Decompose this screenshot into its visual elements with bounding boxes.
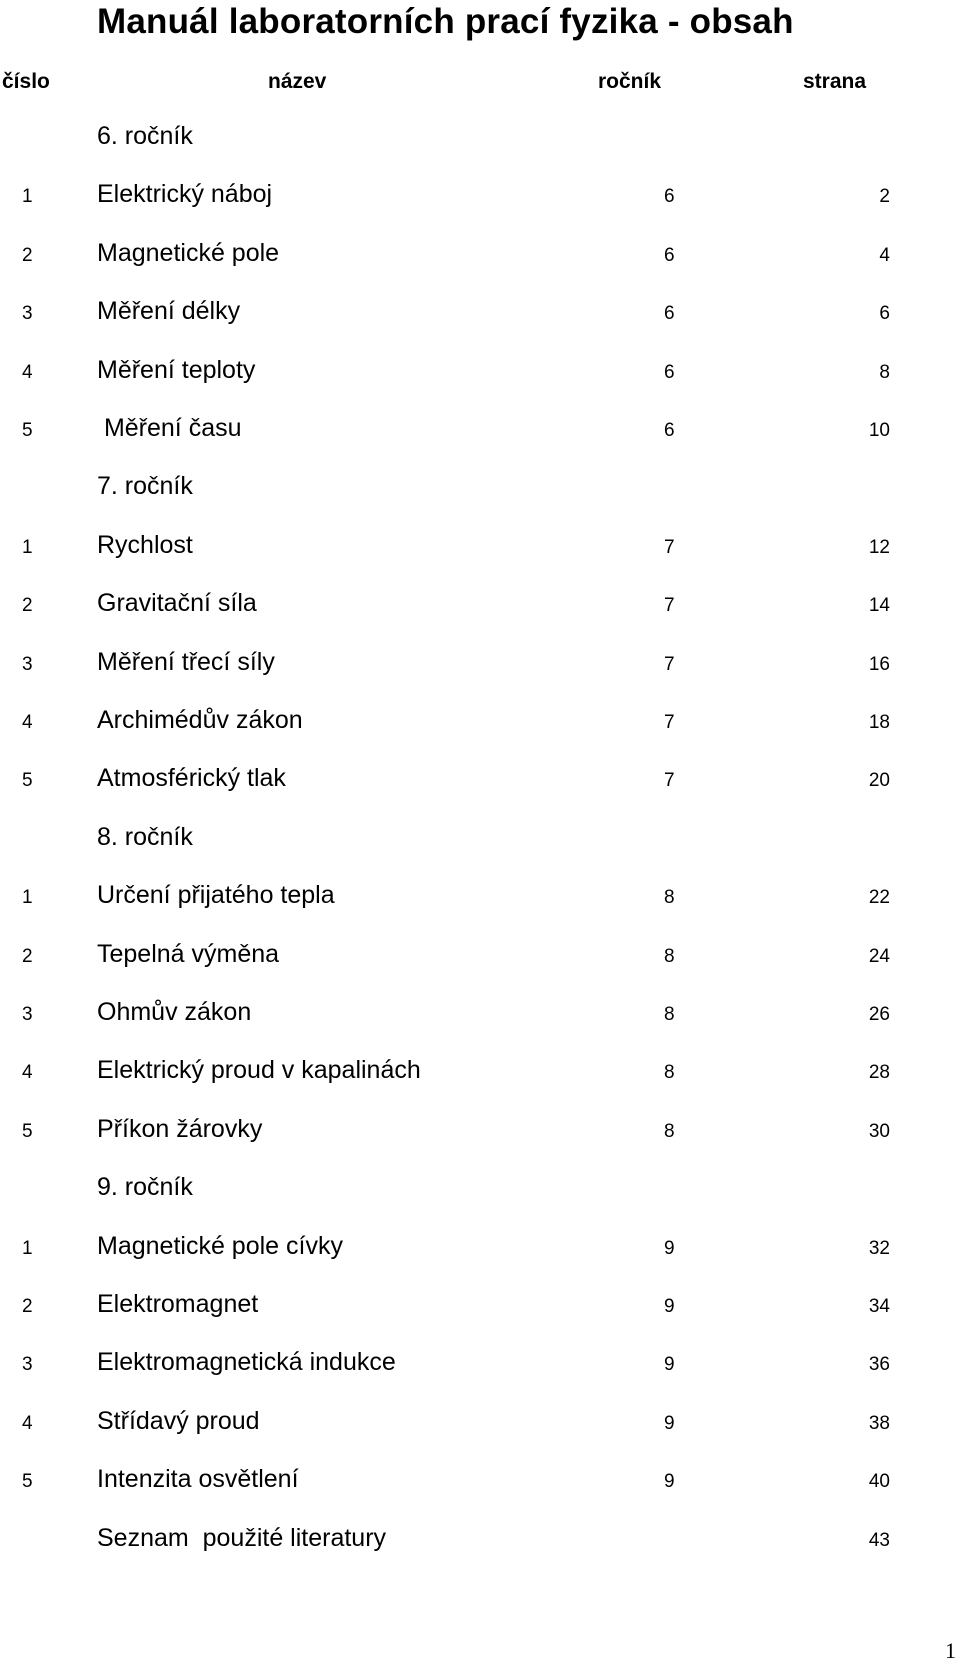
item-name: Měření teploty xyxy=(97,355,256,384)
item-number: 3 xyxy=(22,1354,33,1376)
item-page: 20 xyxy=(868,770,890,792)
table-row xyxy=(0,760,960,800)
item-grade: 7 xyxy=(664,653,675,675)
item-page: 18 xyxy=(868,712,890,733)
bibliography-row xyxy=(0,1520,960,1560)
item-number: 5 xyxy=(22,1120,33,1142)
table-row xyxy=(0,410,960,450)
item-name: Měření délky xyxy=(97,297,241,326)
item-grade: 7 xyxy=(664,712,675,733)
item-number: 4 xyxy=(22,712,33,733)
item-page: 34 xyxy=(868,1296,890,1317)
page-number: 1 xyxy=(945,1638,956,1663)
item-grade: 9 xyxy=(664,1354,675,1376)
item-name: Archimédův zákon xyxy=(97,706,303,734)
item-page: 6 xyxy=(879,303,890,325)
item-name: Gravitační síla xyxy=(97,589,257,618)
item-grade: 7 xyxy=(664,595,675,617)
item-number: 2 xyxy=(22,244,33,266)
item-name: Intenzita osvětlení xyxy=(97,1465,299,1494)
item-number: 3 xyxy=(22,653,33,675)
item-name: Měření času xyxy=(97,414,242,442)
column-header-page: strana xyxy=(803,70,867,93)
item-name: Magnetické pole xyxy=(97,238,280,267)
item-name: Elektrický náboj xyxy=(97,180,273,209)
table-row xyxy=(0,936,960,976)
item-grade: 6 xyxy=(664,244,675,266)
item-grade: 7 xyxy=(664,536,675,558)
table-row xyxy=(0,1461,960,1501)
table-row xyxy=(0,293,960,333)
item-number: 5 xyxy=(22,770,33,792)
item-page: 10 xyxy=(868,420,890,441)
item-name: Atmosférický tlak xyxy=(97,764,286,793)
item-page: 2 xyxy=(879,186,890,208)
table-row xyxy=(0,994,960,1034)
item-grade: 6 xyxy=(664,303,675,325)
item-name: Ohmův zákon xyxy=(97,998,252,1026)
item-number: 2 xyxy=(22,945,33,967)
item-grade: 8 xyxy=(664,1120,675,1142)
table-row xyxy=(0,644,960,684)
item-page: 16 xyxy=(868,653,890,675)
column-header-number: číslo xyxy=(2,70,50,93)
item-grade: 6 xyxy=(664,420,675,441)
table-row xyxy=(0,877,960,917)
table-row xyxy=(0,235,960,275)
item-grade: 8 xyxy=(664,945,675,967)
column-header-name: název xyxy=(268,70,327,93)
item-name: Měření třecí síly xyxy=(97,647,275,676)
table-row xyxy=(0,527,960,567)
item-page: 4 xyxy=(879,244,890,266)
section-heading-row xyxy=(0,468,960,508)
item-name: Střídavý proud xyxy=(97,1406,260,1435)
section-heading: 6. ročník xyxy=(97,122,193,150)
item-grade: 9 xyxy=(664,1237,675,1259)
section-heading: 8. ročník xyxy=(97,822,193,851)
table-row xyxy=(0,1228,960,1268)
section-heading-row xyxy=(0,819,960,859)
item-grade: 9 xyxy=(664,1296,675,1317)
item-page: 14 xyxy=(868,595,890,617)
table-row xyxy=(0,176,960,216)
table-row xyxy=(0,1344,960,1384)
bibliography-name: Seznam použité literatury xyxy=(97,1523,387,1552)
item-page: 28 xyxy=(868,1062,890,1084)
item-number: 2 xyxy=(22,595,33,617)
item-number: 5 xyxy=(22,420,33,441)
item-name: Určení přijatého tepla xyxy=(97,881,335,910)
item-page: 36 xyxy=(868,1354,890,1376)
column-header-grade: ročník xyxy=(598,70,662,93)
item-page: 30 xyxy=(868,1120,890,1142)
item-number: 3 xyxy=(22,1004,33,1025)
table-row xyxy=(0,585,960,625)
table-row xyxy=(0,352,960,392)
item-name: Magnetické pole cívky xyxy=(97,1231,343,1260)
item-page: 24 xyxy=(868,945,890,967)
table-row xyxy=(0,702,960,742)
item-number: 1 xyxy=(22,887,33,909)
item-page: 12 xyxy=(868,536,890,558)
item-number: 3 xyxy=(22,303,33,325)
item-page: 32 xyxy=(868,1237,890,1259)
item-grade: 7 xyxy=(664,770,675,792)
item-number: 1 xyxy=(22,186,33,208)
item-grade: 6 xyxy=(664,361,675,383)
item-name: Rychlost xyxy=(97,530,193,559)
item-page: 22 xyxy=(868,887,890,909)
section-heading: 7. ročník xyxy=(97,472,193,501)
item-number: 4 xyxy=(22,361,33,383)
item-grade: 8 xyxy=(664,887,675,909)
item-number: 4 xyxy=(22,1412,33,1434)
item-page: 8 xyxy=(879,361,890,383)
item-number: 1 xyxy=(22,1237,33,1259)
section-heading: 9. ročník xyxy=(97,1173,193,1202)
table-row xyxy=(0,1052,960,1092)
item-grade: 9 xyxy=(664,1412,675,1434)
item-name: Elektromagnetická indukce xyxy=(97,1348,396,1377)
item-grade: 8 xyxy=(664,1062,675,1084)
item-number: 1 xyxy=(22,536,33,558)
item-grade: 6 xyxy=(664,186,675,208)
item-page: 26 xyxy=(868,1004,890,1025)
item-number: 5 xyxy=(22,1471,33,1493)
section-heading-row xyxy=(0,1169,960,1209)
table-row xyxy=(0,1111,960,1151)
bibliography-page: 43 xyxy=(868,1529,890,1551)
item-name: Tepelná výměna xyxy=(97,939,280,968)
item-grade: 9 xyxy=(664,1471,675,1493)
item-name: Elektromagnet xyxy=(97,1290,259,1318)
item-name: Elektrický proud v kapalinách xyxy=(97,1056,421,1085)
table-row xyxy=(0,1286,960,1326)
item-number: 2 xyxy=(22,1296,33,1317)
item-page: 38 xyxy=(868,1412,890,1434)
section-heading-row xyxy=(0,118,960,158)
item-grade: 8 xyxy=(664,1004,675,1025)
table-row xyxy=(0,1403,960,1443)
item-number: 4 xyxy=(22,1062,33,1084)
item-name: Příkon žárovky xyxy=(97,1114,263,1143)
page-title: Manuál laboratorních prací fyzika - obsah xyxy=(97,2,794,41)
item-page: 40 xyxy=(868,1471,890,1493)
